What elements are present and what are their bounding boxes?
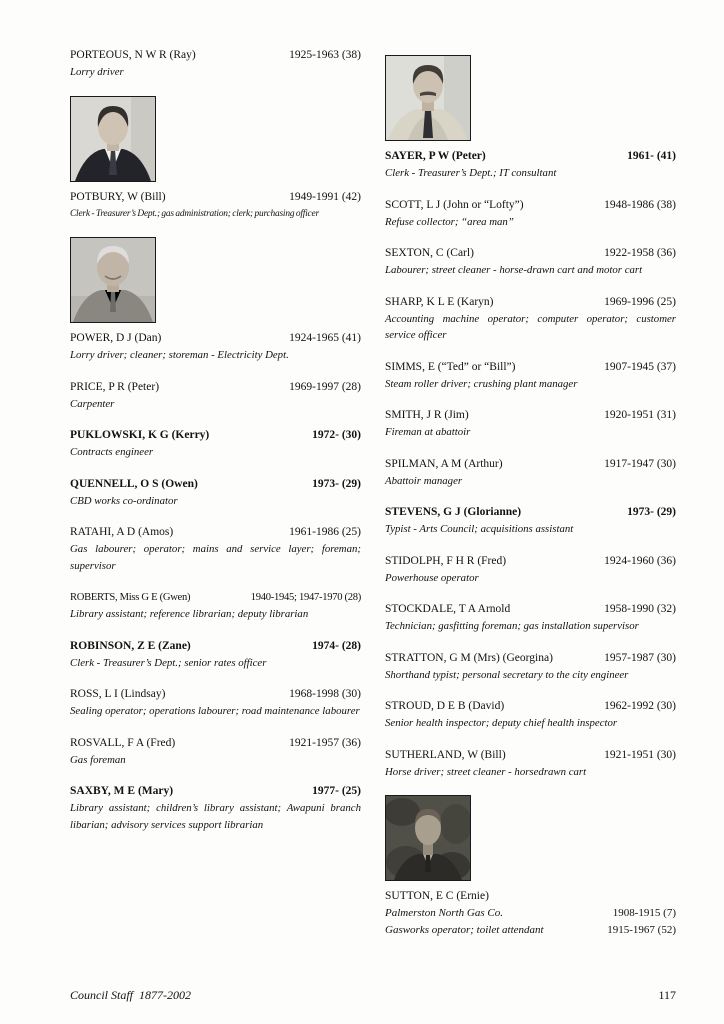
staff-description: Shorthand typist; personal secretary to the city engineer (385, 668, 629, 681)
staff-entry (70, 189, 361, 223)
staff-name: ROSS, L I (Lindsay) (70, 688, 166, 700)
staff-description: Gas foreman (70, 753, 126, 766)
name-dates-row (70, 476, 361, 493)
portrait-sutton-photo (385, 795, 471, 881)
right-column (385, 47, 676, 953)
staff-dates: 1940-1945; 1947-1970 (28) (250, 592, 361, 603)
name-dates-row (385, 456, 676, 473)
staff-name: STRATTON, G M (Mrs) (Georgina) (385, 651, 553, 664)
staff-dates: 1961- (41) (627, 150, 676, 162)
staff-entry (70, 686, 361, 720)
page-number: 117 (658, 988, 676, 1002)
staff-description: Library assistant; children’s library assistant; Awapuni branch libarian; advisory services support librarian (70, 802, 361, 831)
staff-name: SEXTON, C (Carl) (385, 247, 474, 259)
staff-description: Lorry driver; cleaner; storeman - Electricity Dept. (70, 349, 289, 361)
name-dates-row (70, 330, 361, 347)
staff-name: SHARP, K L E (Karyn) (385, 295, 494, 308)
staff-name: QUENNELL, O S (Owen) (70, 477, 198, 490)
portrait-potbury-photo (70, 237, 156, 323)
name-dates-row (70, 589, 361, 606)
staff-name: POWER, D J (Dan) (70, 332, 162, 344)
staff-dates: 1907-1945 (37) (604, 360, 676, 373)
staff-description: Fireman at abattoir (385, 426, 471, 438)
name-dates-row (70, 638, 361, 655)
staff-dates: 1974- (28) (312, 639, 361, 652)
staff-entry (70, 589, 361, 623)
staff-entry (70, 735, 361, 769)
staff-description: Technician; gasfitting foreman; gas installation supervisor (385, 620, 639, 632)
staff-description: Refuse collector; “area man” (385, 215, 514, 228)
name-dates-row (385, 407, 676, 424)
staff-entry (385, 294, 676, 344)
name-dates-row (70, 379, 361, 396)
staff-description: Gas labourer; operator; mains and service layer; foreman; supervisor (70, 543, 361, 572)
staff-entry (70, 783, 361, 833)
name-dates-row (70, 427, 361, 444)
staff-name: SAYER, P W (Peter) (385, 150, 486, 162)
staff-dates: 1924-1965 (41) (289, 332, 361, 344)
staff-name: SCOTT, L J (John or “Lofty”) (385, 198, 524, 211)
name-dates-row (385, 601, 676, 618)
service-dates: 1915-1967 (52) (607, 923, 676, 936)
staff-name: ROBINSON, Z E (Zane) (70, 639, 191, 652)
name-dates-row (385, 698, 676, 715)
portrait-porteous-photo (70, 96, 156, 182)
staff-name: SMITH, J R (Jim) (385, 409, 469, 421)
staff-description: Clerk - Treasurer’s Dept.; IT consultant (385, 167, 557, 179)
staff-name: STEVENS, G J (Glorianne) (385, 506, 522, 518)
staff-entry (70, 427, 361, 461)
service-description: Palmerston North Gas Co. (385, 907, 503, 919)
name-dates-row (70, 47, 361, 64)
staff-dates: 1968-1998 (30) (289, 688, 361, 700)
staff-name: STROUD, D E B (David) (385, 700, 505, 712)
name-dates-row (70, 735, 361, 752)
staff-name: SAXBY, M E (Mary) (70, 785, 174, 797)
staff-entry (385, 553, 676, 587)
staff-name: SIMMS, E (“Ted” or “Bill”) (385, 360, 516, 373)
staff-description: CBD works co-ordinator (70, 494, 178, 507)
staff-entry (70, 330, 361, 364)
staff-dates: 1925-1963 (38) (289, 49, 361, 61)
name-dates-row (385, 197, 676, 214)
staff-dates: 1969-1996 (25) (604, 295, 676, 308)
staff-dates: 1921-1951 (30) (604, 748, 676, 761)
staff-entry (385, 407, 676, 441)
staff-dates: 1917-1947 (30) (604, 457, 676, 470)
portrait-sayer-graphic (386, 56, 470, 140)
staff-dates: 1972- (30) (312, 429, 361, 441)
name-dates-row (385, 553, 676, 570)
staff-entry (385, 601, 676, 635)
staff-description: Steam roller driver; crushing plant manager (385, 377, 578, 390)
staff-entry (385, 245, 676, 279)
name-dates-row (385, 888, 676, 905)
staff-entry (385, 698, 676, 732)
staff-description: Accounting machine operator; computer operator; customer service officer (385, 312, 676, 341)
name-dates-row (70, 783, 361, 800)
staff-dates: 1961-1986 (25) (289, 526, 361, 538)
staff-dates: 1957-1987 (30) (604, 651, 676, 664)
staff-dates: 1924-1960 (36) (604, 554, 676, 567)
portrait-potbury-graphic (71, 238, 155, 322)
staff-dates: 1977- (25) (312, 785, 361, 797)
name-dates-row (385, 504, 676, 521)
staff-description: Abattoir manager (385, 474, 463, 487)
staff-name: STIDOLPH, F H R (Fred) (385, 554, 507, 567)
staff-entry (385, 504, 676, 538)
portrait-porteous-graphic (71, 97, 155, 181)
staff-description: Horse driver; street cleaner - horsedrawn cart (385, 765, 587, 778)
book-title: Council Staff 1877-2002 (70, 988, 191, 1002)
staff-dates: 1922-1958 (36) (604, 247, 676, 259)
staff-entry (385, 197, 676, 231)
name-dates-row (385, 294, 676, 311)
staff-name: PUKLOWSKI, K G (Kerry) (70, 429, 210, 441)
staff-description: Library assistant; reference librarian; deputy librarian (70, 608, 309, 620)
staff-description: Carpenter (70, 397, 115, 410)
staff-entry (385, 888, 676, 938)
staff-dates: 1949-1991 (42) (289, 190, 361, 203)
staff-description: Lorry driver (70, 66, 124, 78)
staff-description: Clerk - Treasurer’s Dept.; gas administration; clerk; purchasing officer (70, 208, 319, 219)
staff-dates: 1962-1992 (30) (604, 700, 676, 712)
left-column (70, 47, 361, 953)
staff-description: Labourer; street cleaner - horse-drawn cart and motor cart (385, 264, 643, 276)
staff-name: SUTHERLAND, W (Bill) (385, 748, 506, 761)
service-description: Gasworks operator; toilet attendant (385, 923, 544, 936)
staff-dates: 1969-1997 (28) (289, 380, 361, 393)
staff-entry (385, 456, 676, 490)
staff-description: Sealing operator; operations labourer; road maintenance labourer (70, 705, 360, 717)
staff-entry (70, 379, 361, 413)
staff-name: ROBERTS, Miss G E (Gwen) (70, 592, 191, 603)
staff-entry (385, 359, 676, 393)
staff-dates: 1958-1990 (32) (604, 603, 676, 615)
staff-dates: 1973- (29) (312, 477, 361, 490)
staff-description: Clerk - Treasurer’s Dept.; senior rates officer (70, 656, 267, 669)
service-period-row (385, 905, 676, 922)
staff-entry (385, 148, 676, 182)
staff-dates: 1948-1986 (38) (604, 198, 676, 211)
name-dates-row (385, 148, 676, 165)
staff-name: RATAHI, A D (Amos) (70, 526, 174, 538)
name-dates-row (385, 359, 676, 376)
staff-description: Powerhouse operator (385, 571, 479, 584)
staff-name: STOCKDALE, T A Arnold (385, 603, 511, 615)
staff-description: Contracts engineer (70, 446, 154, 458)
staff-name: SUTTON, E C (Ernie) (385, 890, 489, 902)
staff-entry (385, 650, 676, 684)
page-footer (70, 988, 676, 1003)
staff-entry (70, 476, 361, 510)
staff-name: PORTEOUS, N W R (Ray) (70, 49, 196, 61)
portrait-sutton-graphic (386, 796, 470, 880)
staff-description: Typist - Arts Council; acquisitions assistant (385, 523, 574, 535)
staff-description: Senior health inspector; deputy chief health inspector (385, 717, 618, 729)
name-dates-row (70, 686, 361, 703)
staff-dates: 1920-1951 (31) (604, 409, 676, 421)
service-period-row (385, 922, 676, 939)
two-column-layout (70, 47, 676, 953)
staff-dates: 1973- (29) (627, 506, 676, 518)
staff-entry (70, 524, 361, 574)
name-dates-row (385, 245, 676, 262)
name-dates-row (70, 189, 361, 206)
staff-entry (70, 638, 361, 672)
name-dates-row (70, 524, 361, 541)
portrait-sayer-photo (385, 55, 471, 141)
staff-name: POTBURY, W (Bill) (70, 190, 166, 203)
staff-dates: 1921-1957 (36) (289, 736, 361, 749)
service-dates: 1908-1915 (7) (612, 907, 676, 919)
name-dates-row (385, 747, 676, 764)
staff-name: SPILMAN, A M (Arthur) (385, 457, 503, 470)
staff-name: ROSVALL, F A (Fred) (70, 736, 176, 749)
staff-entry (385, 747, 676, 781)
staff-entry (70, 47, 361, 81)
name-dates-row (385, 650, 676, 667)
staff-name: PRICE, P R (Peter) (70, 380, 160, 393)
